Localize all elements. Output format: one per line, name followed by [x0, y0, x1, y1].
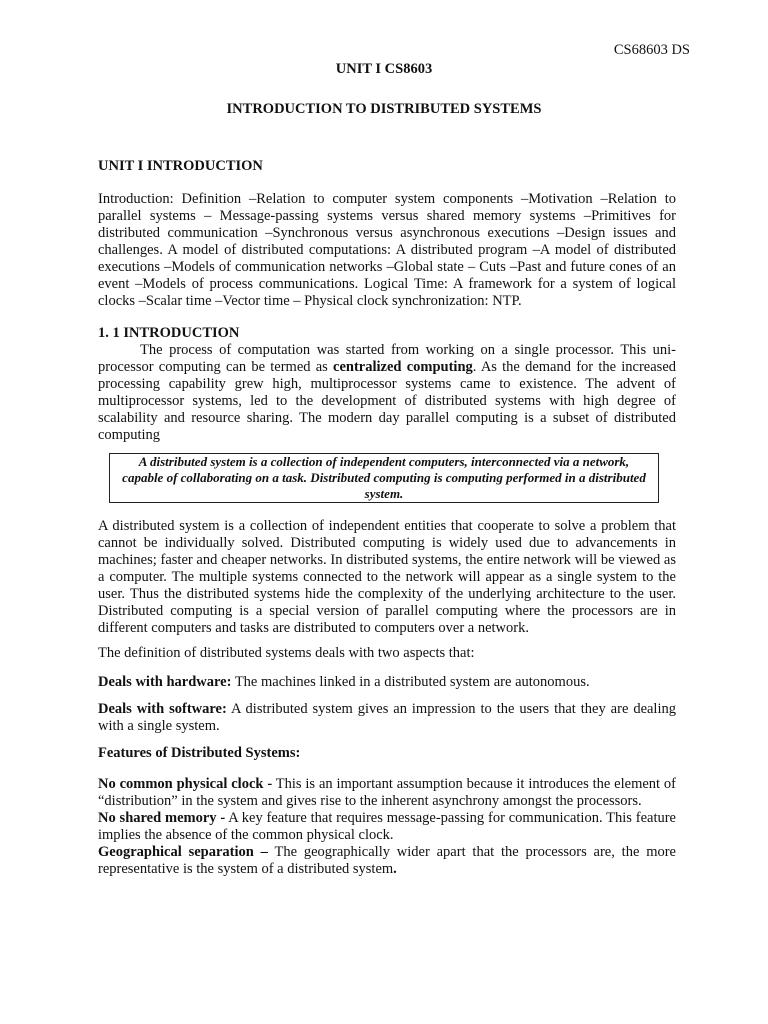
hardware-paragraph: Deals with hardware: The machines linked in a distributed system are autonomous. [98, 674, 590, 690]
feature-no-clock: No common physical clock - This is an important assumption because it introduces the element of “distribution” in the system and gives rise to the inherent asynchrony amongst the processors. [98, 776, 677, 809]
body-section [98, 518, 676, 878]
definition-aspects-paragraph: The definition of distributed systems deals with two aspects that: [98, 645, 475, 661]
course-code: CS68603 DS [613, 42, 690, 58]
definition-box: A distributed system is a collection of independent computers, interconnected via a network, capable of collaborating on a task. Distributed computing is computing performed in a distributed system. [109, 453, 659, 503]
software-paragraph: Deals with software: A distributed system gives an impression to the users that they are dealing with a single system. [98, 701, 676, 734]
unit-section [98, 158, 676, 310]
centralized-computing-term: centralized computing [333, 359, 473, 375]
feature-no-shared-memory: No shared memory - A key feature that requires message-passing for communication. This feature implies the absence of the common physical clock. [98, 810, 676, 843]
distributed-system-paragraph: A distributed system is a collection of independent entities that cooperate to solve a problem that cannot be individually solved. Distributed computing is widely used due to advancements in machines; faster and cheaper networks. In distributed systems, the entire network will be viewed as a computer. The multiple systems connected to the network will appear as a single system to the user. Thus the distributed systems hide the complexity of the underlying architecture to the user. Distributed computing is a special version of parallel computing where the processors are in different computers and tasks are distributed to computers over a network. [98, 518, 676, 636]
main-title: INTRODUCTION TO DISTRIBUTED SYSTEMS [226, 101, 542, 117]
intro-section [98, 325, 676, 444]
syllabus-paragraph: Introduction: Definition –Relation to computer system components –Motivation –Relation to parallel systems – Message-passing systems versus shared memory systems –Primitives for distributed communication –Synchronous versus asynchronous executions –Design issues and challenges. A model of distributed computations: A distributed program –A model of distributed executions –Models of communication networks –Global state – Cuts –Past and future cones of an event –Models of process communications. Logical Time: A framework for a system of logical clocks –Scalar time –Vector time – Physical clock synchronization: NTP. [98, 191, 676, 309]
intro-heading: 1. 1 INTRODUCTION [98, 325, 240, 341]
unit-title: UNIT I CS8603 [335, 61, 433, 77]
unit-heading: UNIT I INTRODUCTION [98, 158, 263, 174]
intro-paragraph: The process of computation was started from working on a single processor. This uni-processor computing can be termed as centralized computing. As the demand for the increased processing capability grew high, multiprocessor systems came to existence. The advent of multiprocessor systems, led to the development of distributed systems with high degree of scalability and resource sharing. The modern day parallel computing is a subset of distributed computing [98, 342, 677, 443]
feature-geographical-separation: Geographical separation – The geographically wider apart that the processors are, the more representative is the system of a distributed system. [98, 844, 676, 877]
features-heading: Features of Distributed Systems: [98, 745, 301, 761]
